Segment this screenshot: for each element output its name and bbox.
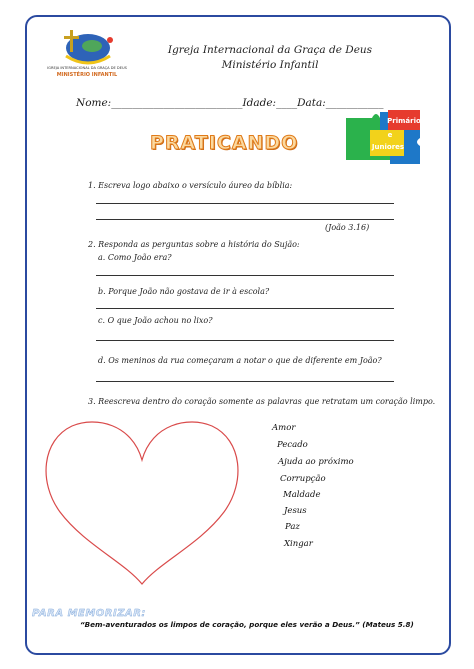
heart-outline[interactable]	[36, 412, 248, 587]
answer-line[interactable]	[96, 381, 394, 382]
word-item: Pecado	[277, 440, 308, 450]
question-2b: b. Porque João não gostava de ir à escola?	[98, 287, 270, 296]
word-item: Jesus	[284, 506, 307, 516]
word-item: Xingar	[284, 539, 313, 549]
answer-line[interactable]	[96, 340, 394, 341]
ministry-name: Ministério Infantil	[221, 59, 319, 71]
badge-line3: Juniores	[371, 143, 405, 151]
word-item: Paz	[285, 522, 300, 532]
logo-caption: IGREJA INTERNACIONAL DA GRAÇA DE DEUS	[47, 66, 127, 70]
answer-line[interactable]	[96, 219, 394, 220]
question-2d: d. Os meninos da rua começaram a notar o que de diferente em João?	[98, 356, 382, 365]
question-3: 3. Reescreva dentro do coração somente as palavras que retratam um coração limpo.	[88, 397, 436, 406]
memorize-heading: PARA MEMORIZAR:	[32, 608, 146, 619]
word-item: Amor	[272, 423, 296, 433]
answer-line[interactable]	[96, 275, 394, 276]
memory-verse: “Bem-aventurados os limpos de coração, porque eles verão a Deus.” (Mateus 5.8)	[80, 620, 414, 629]
name-age-date-line[interactable]: Nome:_________________________Idade:____Data:___________	[76, 97, 384, 109]
badge-line1: Primário	[387, 117, 421, 125]
page-title: PRATICANDO	[150, 132, 299, 154]
logo-ministry-label: MINISTÉRIO INFANTIL	[56, 72, 118, 78]
badge-line2: e	[387, 131, 393, 139]
question-2: 2. Responda as perguntas sobre a história do Sujão:	[88, 240, 300, 249]
puzzle-badge-icon	[340, 108, 432, 172]
word-item: Corrupção	[280, 474, 326, 484]
word-item: Ajuda ao próximo	[278, 457, 354, 467]
word-item: Maldade	[283, 490, 321, 500]
church-name: Igreja Internacional da Graça de Deus	[167, 44, 373, 56]
answer-line[interactable]	[96, 203, 394, 204]
verse-reference: (João 3.16)	[325, 223, 370, 232]
question-2a: a. Como João era?	[98, 253, 172, 262]
question-1: 1. Escreva logo abaixo o versículo áureo da bíblia:	[88, 181, 293, 190]
question-2c: c. O que João achou no lixo?	[98, 316, 213, 325]
answer-line[interactable]	[96, 308, 394, 309]
